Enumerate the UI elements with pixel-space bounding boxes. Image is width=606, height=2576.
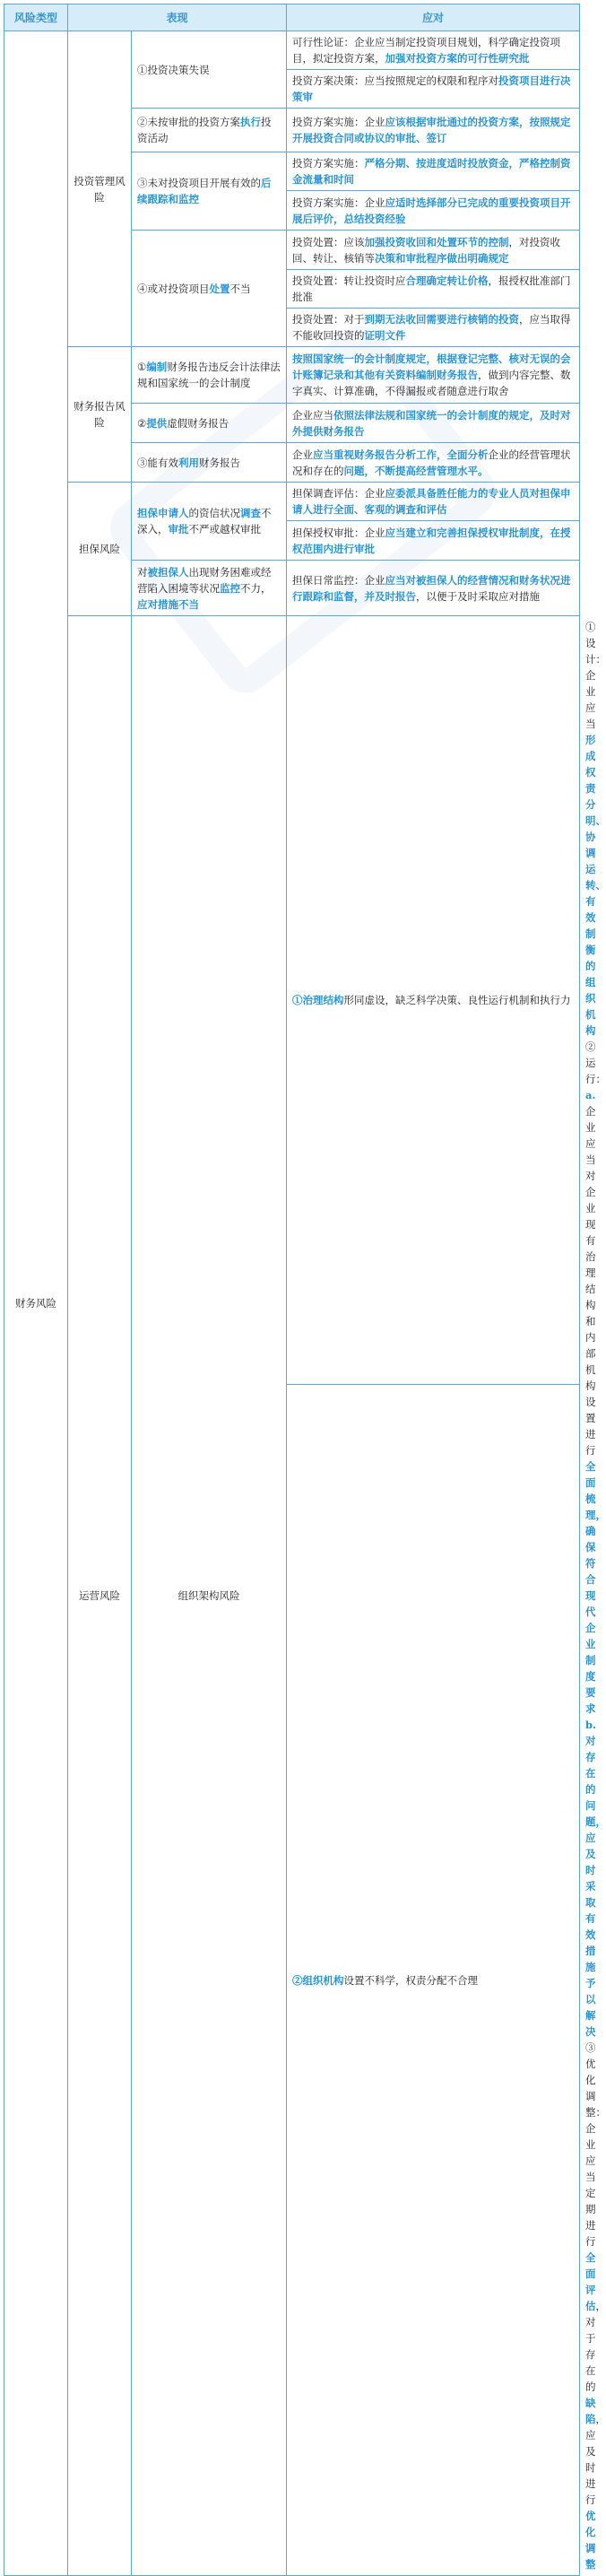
risk-table bbox=[4, 4, 606, 2576]
manifestation-org-2: ②组织机构设置不科学，权责分配不合理 bbox=[287, 1385, 580, 2576]
manifestation-org-1: ①治理结构形同虚设，缺乏科学决策、良性运行机制和执行力 bbox=[287, 616, 580, 1385]
manifestation-guarantee-1: 担保申请人的资信状况调查不深入，审批不严或越权审批 bbox=[132, 483, 287, 561]
table-header bbox=[4, 4, 580, 31]
response-cell: 投资方案实施：严格分期、按进度适时投放资金，严格控制资金流量和时间 bbox=[287, 152, 580, 191]
category-operational-risk: 运营风险 bbox=[68, 616, 132, 2576]
manifestation-4: ④或对投资项目处置不当 bbox=[132, 231, 287, 347]
subcategory-guarantee: 担保风险 bbox=[68, 483, 132, 616]
manifestation-1: ①投资决策失误 bbox=[132, 31, 287, 109]
response-cell: 投资处置：应该加强投资收回和处置环节的控制，对投资收回、转让、核销等决策和审批程序做出明确规定 bbox=[287, 231, 580, 270]
manifestation-guarantee-2: 对被担保人出现财务困难或经营陷入困境等状况监控不力，应对措施不当 bbox=[132, 561, 287, 616]
response-cell: 投资方案实施：企业应该根据审批通过的投资方案，按照规定开展投资合同或协议的审批、签订 bbox=[287, 109, 580, 152]
category-financial-risk: 财务风险 bbox=[4, 31, 68, 2576]
table-row bbox=[4, 347, 580, 404]
manifestation-report-2: ②提供虚假财务报告 bbox=[132, 404, 287, 443]
subcategory-org-structure: 组织架构风险 bbox=[132, 616, 287, 2576]
response-cell: 担保授权审批：企业应当建立和完善担保授权审批制度，在授权范围内进行审批 bbox=[287, 521, 580, 561]
manifestation-3: ③未对投资项目开展有效的后续跟踪和监控 bbox=[132, 152, 287, 231]
manifestation-report-1: ①编制财务报告违反会计法律法规和国家统一的会计制度 bbox=[132, 347, 287, 404]
response-cell: 投资处置：对于到期无法收回需要进行核销的投资，应当取得不能收回投资的证明文件 bbox=[287, 309, 580, 347]
response-cell: 企业应当重视财务报告分析工作，全面分析企业的经营管理状况和存在的问题，不断提高经营管理水平。 bbox=[287, 443, 580, 483]
table-row bbox=[4, 31, 580, 70]
response-cell: 投资方案决策：应当按照规定的权限和程序对投资项目进行决策审 bbox=[287, 70, 580, 109]
header-manifestation: 表现 bbox=[68, 4, 287, 31]
manifestation-2: ②未按审批的投资方案执行投资活动 bbox=[132, 109, 287, 152]
manifestation-report-3: ③能有效利用财务报告 bbox=[132, 443, 287, 483]
response-cell: 担保调查评估：企业应委派具备胜任能力的专业人员对担保申请人进行全面、客观的调查和评估 bbox=[287, 483, 580, 521]
response-cell: 按照国家统一的会计制度规定，根据登记完整、核对无误的会计账簿记录和其他有关资料编制财务报告，做到内容完整、数字真实、计算准确，不得漏报或者随意进行取舍 bbox=[287, 347, 580, 404]
subcategory-investment: 投资管理风险 bbox=[68, 31, 132, 347]
response-cell: 可行性论证：企业应当制定投资项目规划，科学确定投资项目，拟定投资方案，加强对投资方案的可行性研究批 bbox=[287, 31, 580, 70]
header-risk-type: 风险类型 bbox=[4, 4, 68, 31]
response-cell: 投资处置：转让投资时应合理确定转让价格，报授权批准部门批准 bbox=[287, 270, 580, 309]
table-row: 运营风险 组织架构风险 ①治理结构形同虚设，缺乏科学决策、良性运行机制和执行力 ①设计：企业应当形成权责分明、协调运转、有效制衡的组织机构 ②运行： a. 企业应当对企业现有治理结构和内部机构设置进行全面梳理，确保符合现代企业制度要求 b. 对存在的问题，应及时采取有效措施予以解决 ③优化调整：企业应当定期进行全面评估，对于存在的缺陷，应及时进行优化调整 bbox=[4, 616, 580, 1385]
response-cell: 担保日常监控：企业应当对被担保人的经营情况和财务状况进行跟踪和监督，并及时报告，以便于及时采取应对措施 bbox=[287, 561, 580, 616]
header-response: 应对 bbox=[287, 4, 580, 31]
response-cell: 企业应当依照法律法规和国家统一的会计制度的规定，及时对外提供财务报告 bbox=[287, 404, 580, 443]
table-row bbox=[4, 483, 580, 521]
response-cell: 投资方案实施：企业应适时选择部分已完成的重要投资项目开展后评价，总结投资经验 bbox=[287, 191, 580, 231]
subcategory-financial-report: 财务报告风险 bbox=[68, 347, 132, 483]
